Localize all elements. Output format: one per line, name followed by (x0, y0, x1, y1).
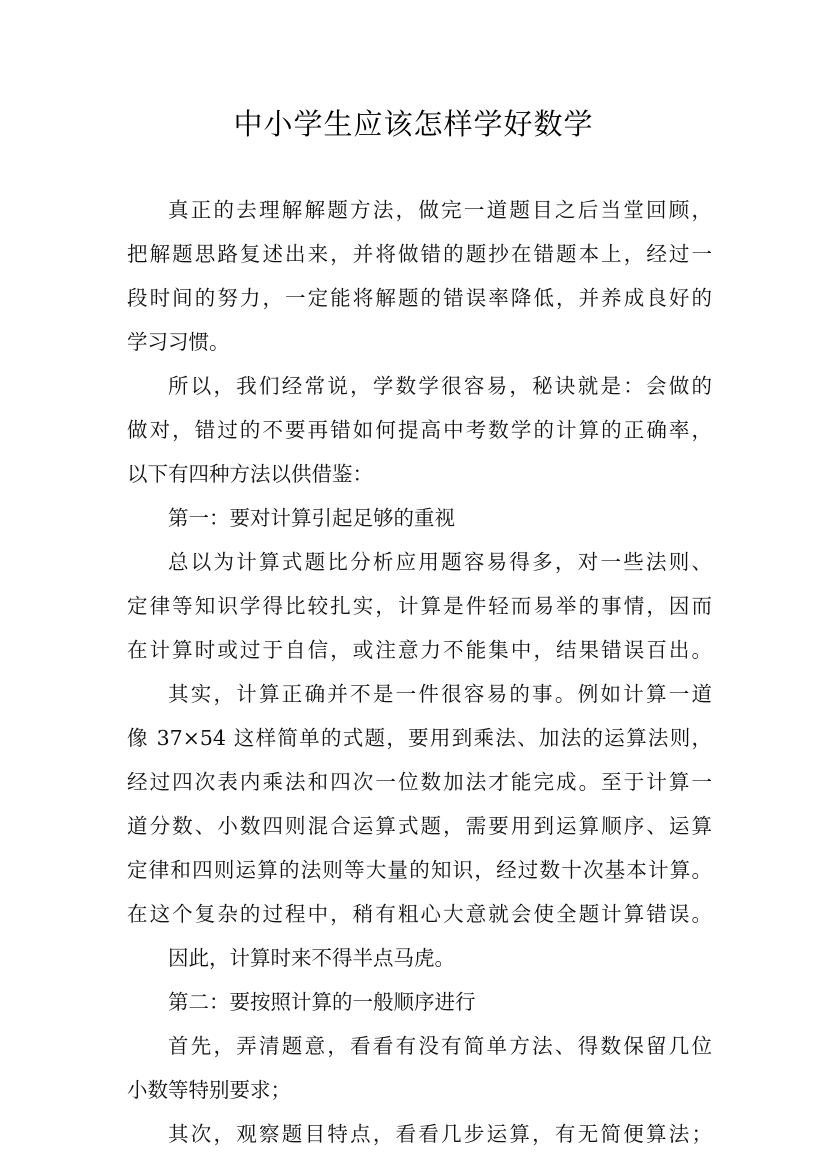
paragraph-line: 像 37×54 这样简单的式题，要用到乘法、加法的运算法则， (127, 726, 712, 750)
paragraph-line: 因此，计算时来不得半点马虎。 (168, 946, 455, 970)
paragraph-line: 做对，错过的不要再错如何提高中考数学的计算的正确率， (127, 418, 712, 442)
paragraph-line: 段时间的努力，一定能将解题的错误率降低，并养成良好的 (127, 286, 712, 310)
paragraph-line: 其实，计算正确并不是一件很容易的事。例如计算一道 (168, 682, 712, 706)
page-title: 中小学生应该怎样学好数学 (233, 107, 594, 141)
paragraph-line: 所以，我们经常说，学数学很容易，秘诀就是：会做的 (168, 374, 712, 398)
paragraph-line: 学习习惯。 (127, 330, 230, 354)
paragraph-line: 把解题思路复述出来，并将做错的题抄在错题本上，经过一 (127, 242, 712, 266)
paragraph-line: 定律等知识学得比较扎实，计算是件轻而易举的事情，因而 (127, 594, 712, 618)
paragraph-line: 定律和四则运算的法则等大量的知识，经过数十次基本计算。 (127, 858, 712, 882)
paragraph-line: 以下有四种方法以供借鉴： (127, 462, 373, 486)
paragraph-line: 在这个复杂的过程中，稍有粗心大意就会使全题计算错误。 (127, 902, 712, 926)
paragraph-line: 在计算时或过于自信，或注意力不能集中，结果错误百出。 (127, 638, 712, 662)
paragraph-line: 小数等特别要求； (127, 1078, 291, 1102)
paragraph-line: 其次，观察题目特点，看看几步运算，有无简便算法； (168, 1122, 712, 1146)
paragraph-line: 经过四次表内乘法和四次一位数加法才能完成。至于计算一 (127, 770, 712, 794)
section-heading: 第一：要对计算引起足够的重视 (168, 506, 455, 530)
paragraph-line: 总以为计算式题比分析应用题容易得多，对一些法则、 (168, 550, 712, 574)
section-heading: 第二：要按照计算的一般顺序进行 (168, 990, 476, 1014)
paragraph-line: 真正的去理解解题方法，做完一道题目之后当堂回顾， (168, 198, 712, 222)
paragraph-line: 首先，弄清题意，看看有没有简单方法、得数保留几位 (168, 1034, 712, 1058)
paragraph-line: 道分数、小数四则混合运算式题，需要用到运算顺序、运算 (127, 814, 712, 838)
